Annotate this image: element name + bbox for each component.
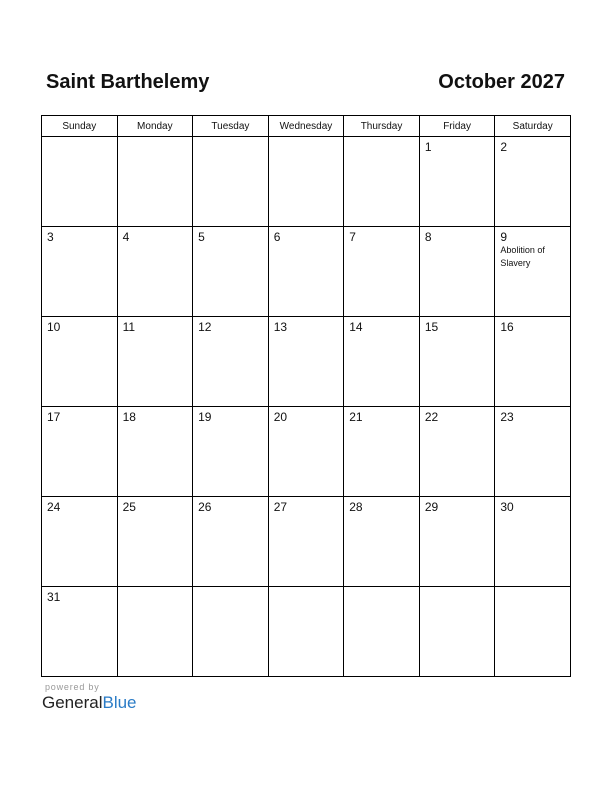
day-cell [419,317,495,407]
calendar-grid [41,115,571,677]
day-cell [419,497,495,587]
weekday-header: Tuesday [193,116,269,137]
day-number: 12 [198,320,212,334]
week-row [42,227,571,317]
day-number: 31 [47,590,61,604]
day-cell [419,227,495,317]
day-cell [344,587,420,677]
powered-by-label: powered by [45,682,100,692]
day-number [344,587,419,590]
day-cell [495,317,571,407]
day-number [269,137,344,140]
day-cell [42,587,118,677]
week-row [42,317,571,407]
day-number [344,137,419,140]
day-cell [344,407,420,497]
day-cell [193,587,269,677]
day-cell [193,227,269,317]
day-number [118,137,193,140]
day-cell [42,317,118,407]
day-cell [495,587,571,677]
day-cell [42,497,118,587]
day-number: 15 [424,320,439,334]
day-number: 22 [424,410,439,424]
calendar-country-title: Saint Barthelemy [46,71,210,93]
day-cell [193,317,269,407]
day-cell [117,407,193,497]
day-cell [495,497,571,587]
day-number: 13 [273,320,288,334]
day-cell [117,587,193,677]
brand-logo [42,693,137,713]
day-cell [193,407,269,497]
day-number [420,587,495,590]
day-number: 9 [500,230,508,244]
day-number: 11 [122,320,136,334]
day-number: 21 [349,410,363,424]
weekday-header: Thursday [344,116,420,137]
day-number: 18 [122,410,136,424]
day-cell [344,317,420,407]
day-cell [268,227,344,317]
day-number: 14 [349,320,363,334]
brand-name-part2: Blue [102,693,137,712]
day-cell [268,407,344,497]
day-cell [117,227,193,317]
day-number [193,137,268,140]
day-number: 30 [500,500,514,514]
day-number: 16 [500,320,514,334]
day-cell [268,587,344,677]
day-number: 5 [198,230,205,244]
day-number: 24 [47,500,61,514]
week-row [42,587,571,677]
day-number: 19 [198,410,212,424]
day-cell [117,137,193,227]
day-cell [344,227,420,317]
day-cell [495,227,571,317]
day-number: 10 [47,320,61,334]
day-cell [495,137,571,227]
day-number: 8 [424,230,432,244]
weekday-header: Saturday [495,116,571,137]
day-cell [419,137,495,227]
day-cell [268,497,344,587]
weekday-header: Sunday [42,116,118,137]
day-cell [344,497,420,587]
day-cell [42,227,118,317]
day-number [118,587,193,590]
weekday-header-row [42,116,571,137]
week-row [42,407,571,497]
brand-name-part1: General [42,693,103,712]
weekday-header: Monday [117,116,193,137]
day-number [42,137,117,140]
day-number: 17 [47,410,61,424]
day-number [495,587,570,590]
day-number: 25 [122,500,136,514]
weekday-header: Friday [419,116,495,137]
day-number [193,587,268,590]
day-number: 7 [349,230,356,244]
day-number: 23 [500,410,514,424]
week-row [42,497,571,587]
day-number: 27 [273,500,288,514]
day-cell [268,137,344,227]
day-cell [419,587,495,677]
calendar-month-title: October 2027 [438,71,565,93]
day-number [269,587,344,590]
day-cell [117,497,193,587]
holiday-label: Abolition of Slavery [500,245,545,268]
day-number: 29 [424,500,439,514]
day-cell [495,407,571,497]
day-number: 2 [500,140,508,154]
day-cell [117,317,193,407]
day-number: 20 [273,410,288,424]
day-cell [268,317,344,407]
week-row [42,137,571,227]
day-cell [42,137,118,227]
day-number: 26 [198,500,212,514]
day-cell [344,137,420,227]
day-cell [193,497,269,587]
day-number: 1 [424,140,432,154]
day-cell [193,137,269,227]
day-cell [419,407,495,497]
day-number: 6 [273,230,281,244]
day-number: 3 [47,230,54,244]
day-number: 28 [349,500,363,514]
weekday-header: Wednesday [268,116,344,137]
day-cell [42,407,118,497]
day-number: 4 [122,230,130,244]
